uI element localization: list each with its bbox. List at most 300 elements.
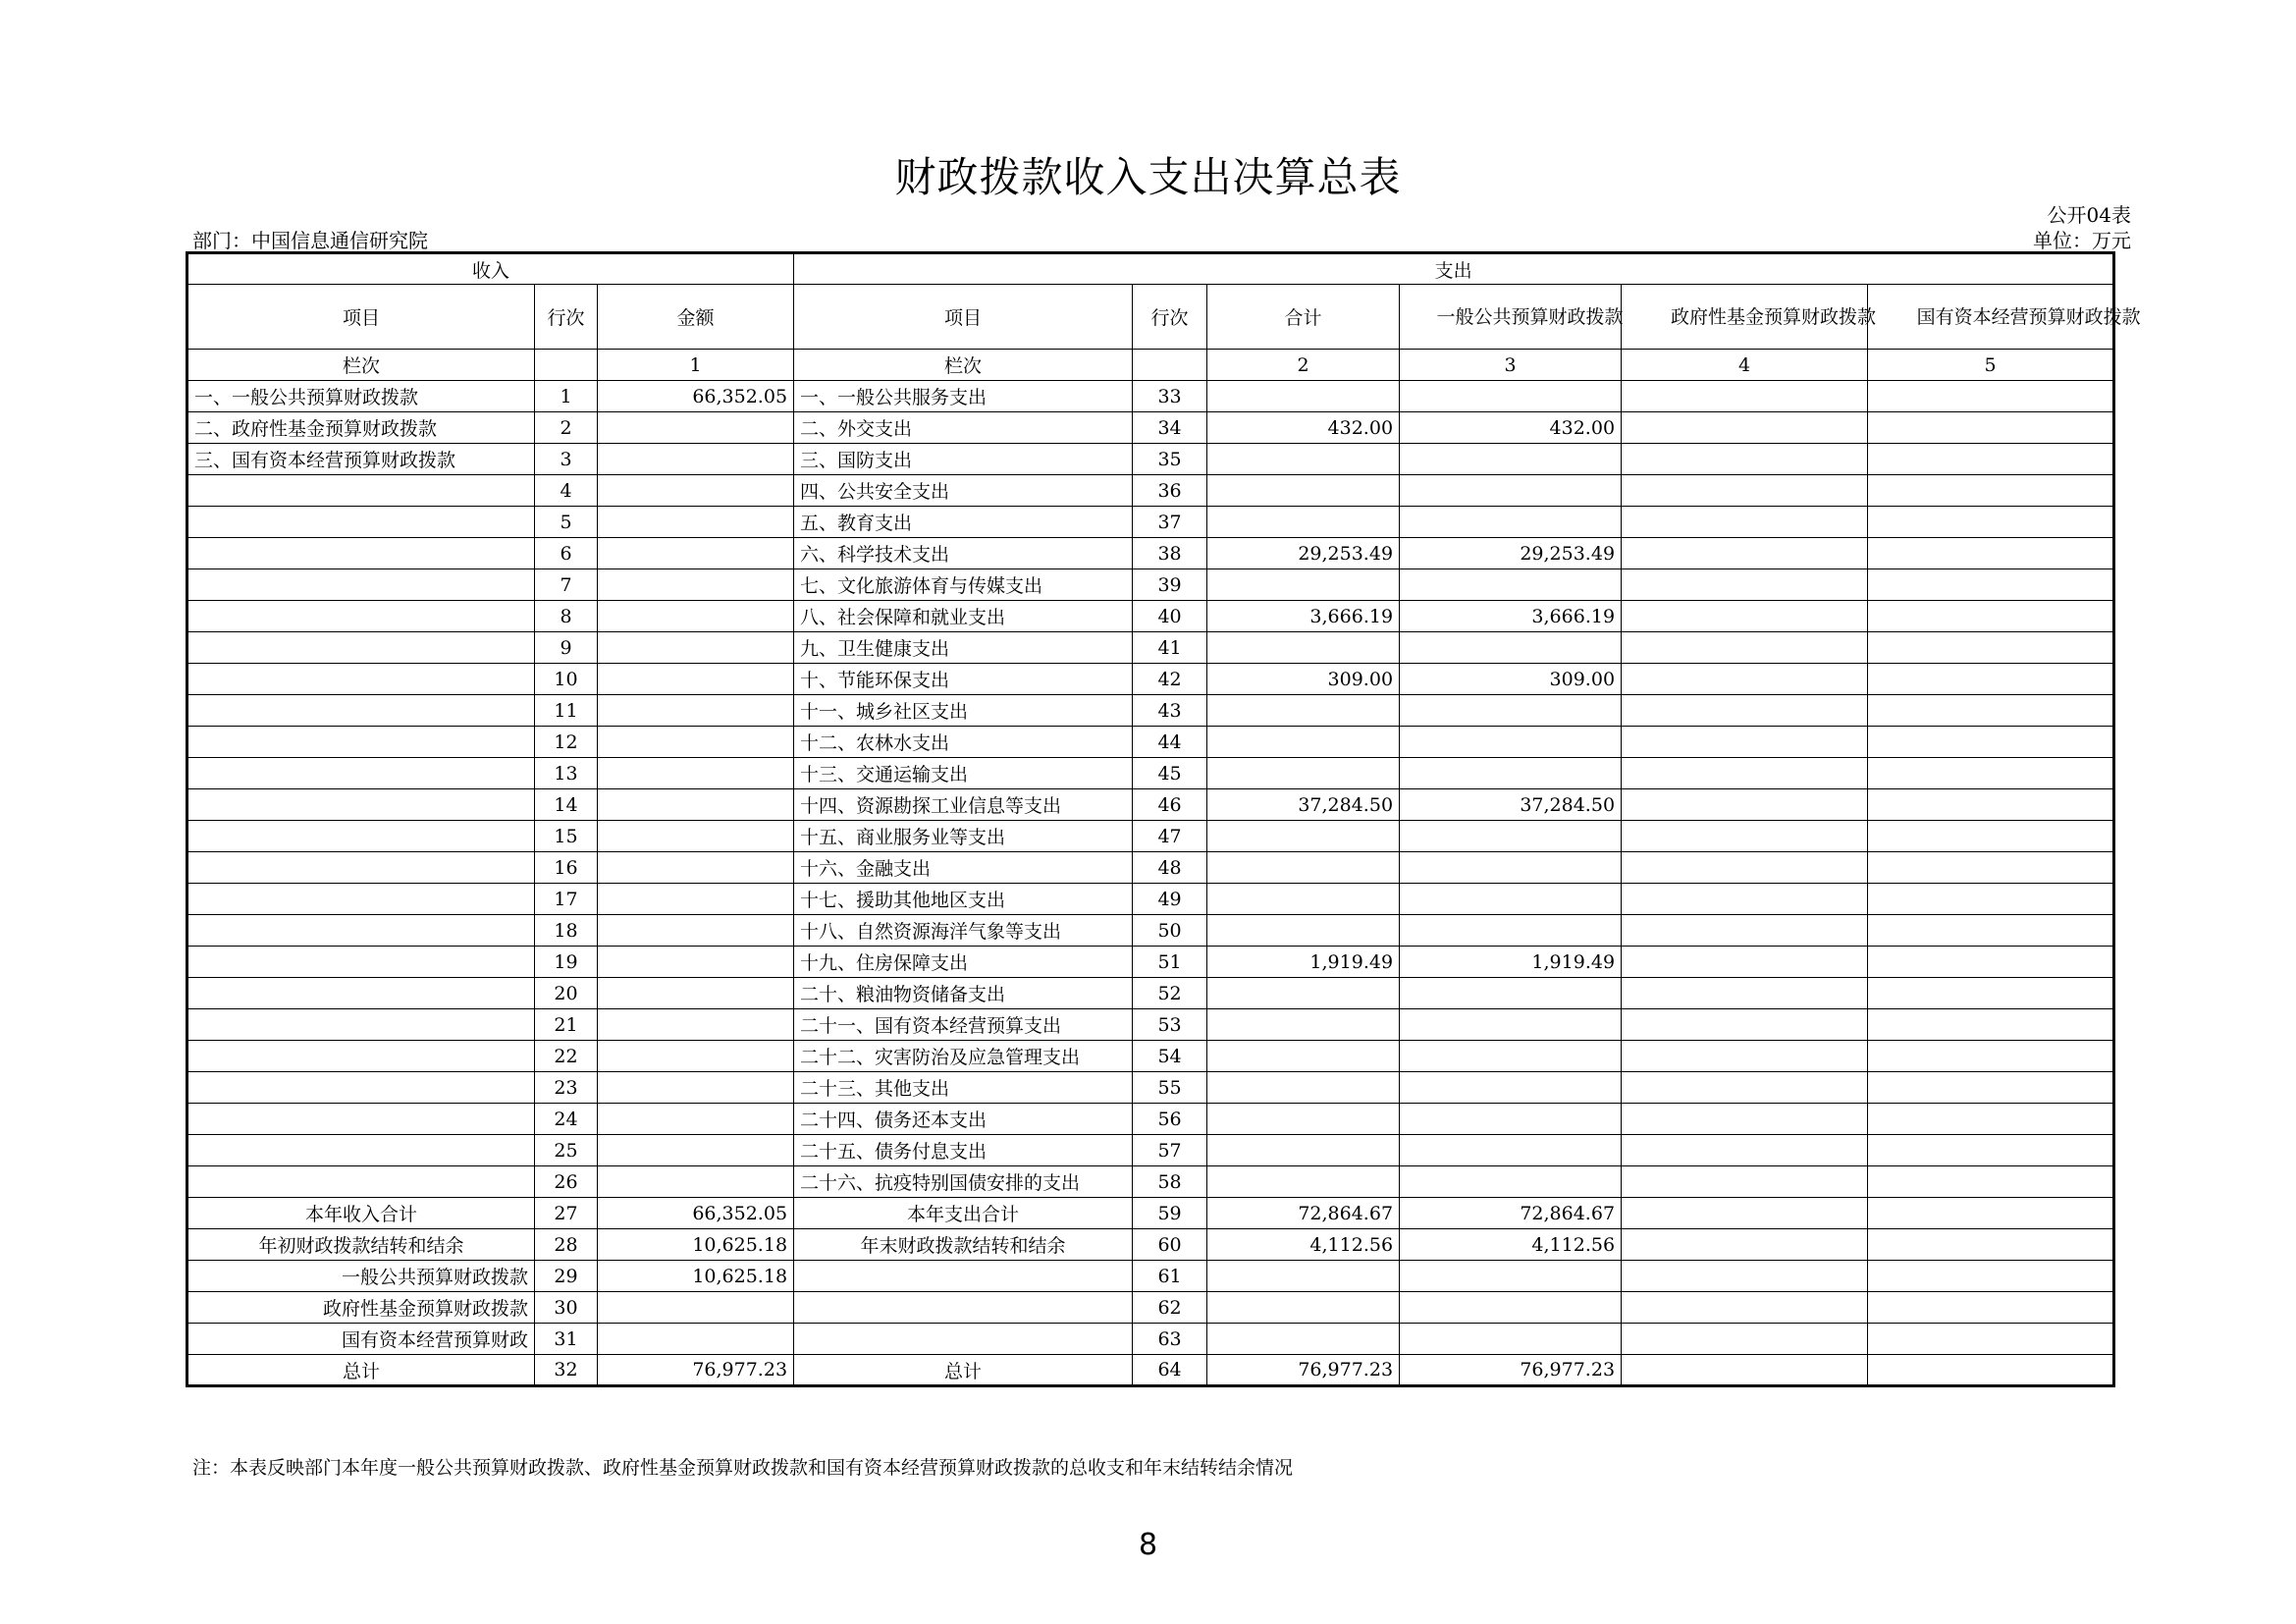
table-row [187, 1166, 2114, 1198]
expense-item-cell: 总计 [794, 1355, 1133, 1386]
state-capital-cell [1868, 727, 2114, 758]
expense-item-cell [794, 1261, 1133, 1292]
income-line-cell: 18 [535, 915, 598, 947]
general-budget-cell: 72,864.67 [1400, 1198, 1622, 1229]
expense-line-cell: 54 [1133, 1041, 1207, 1072]
income-amount-cell [598, 1324, 794, 1355]
gov-fund-cell [1622, 1261, 1868, 1292]
total-cell [1207, 1009, 1400, 1041]
state-capital-cell [1868, 664, 2114, 695]
budget-table [186, 251, 2141, 1387]
expense-item-cell: 十六、金融支出 [794, 852, 1133, 884]
income-line-cell: 29 [535, 1261, 598, 1292]
expense-item-cell: 十五、商业服务业等支出 [794, 821, 1133, 852]
state-capital-cell [1868, 569, 2114, 601]
state-capital-cell [1868, 538, 2114, 569]
gov-fund-cell [1622, 569, 1868, 601]
state-capital-cell [1868, 1229, 2114, 1261]
income-line-cell: 25 [535, 1135, 598, 1166]
column-index-expense-label: 栏次 [794, 350, 1133, 381]
expense-item-cell: 十四、资源勘探工业信息等支出 [794, 789, 1133, 821]
expense-line-cell: 58 [1133, 1166, 1207, 1198]
table-row [187, 947, 2114, 978]
gov-fund-cell [1622, 664, 1868, 695]
gov-fund-cell [1622, 1198, 1868, 1229]
state-capital-cell [1868, 1009, 2114, 1041]
expense-item-header: 项目 [794, 285, 1133, 350]
gov-fund-cell [1622, 1072, 1868, 1104]
expense-item-cell: 十二、农林水支出 [794, 727, 1133, 758]
total-cell [1207, 1072, 1400, 1104]
income-line-cell: 26 [535, 1166, 598, 1198]
table-row [187, 1261, 2114, 1292]
income-item-cell [187, 507, 535, 538]
general-budget-cell [1400, 1104, 1622, 1135]
general-budget-cell [1400, 1009, 1622, 1041]
expense-line-cell: 64 [1133, 1355, 1207, 1386]
expense-line-cell: 45 [1133, 758, 1207, 789]
expense-line-cell: 50 [1133, 915, 1207, 947]
income-line-cell: 13 [535, 758, 598, 789]
total-cell: 76,977.23 [1207, 1355, 1400, 1386]
state-capital-cell [1868, 1041, 2114, 1072]
table-row [187, 821, 2114, 852]
income-item-cell [187, 1135, 535, 1166]
expense-line-cell: 44 [1133, 727, 1207, 758]
expense-line-header: 行次 [1133, 285, 1207, 350]
state-capital-cell [1868, 1104, 2114, 1135]
gov-fund-cell [1622, 538, 1868, 569]
table-row [187, 601, 2114, 632]
income-line-cell: 15 [535, 821, 598, 852]
income-item-cell [187, 852, 535, 884]
state-capital-cell [1868, 1166, 2114, 1198]
income-item-cell: 年初财政拨款结转和结余 [187, 1229, 535, 1261]
income-line-cell: 10 [535, 664, 598, 695]
total-cell [1207, 1135, 1400, 1166]
column-index-gov-fund: 4 [1622, 350, 1868, 381]
expense-item-cell: 三、国防支出 [794, 444, 1133, 475]
income-amount-cell [598, 978, 794, 1009]
income-item-cell [187, 569, 535, 601]
gov-fund-cell [1622, 978, 1868, 1009]
gov-fund-cell [1622, 1041, 1868, 1072]
general-budget-header [1400, 285, 1622, 350]
gov-fund-cell [1622, 1229, 1868, 1261]
gov-fund-cell [1622, 507, 1868, 538]
general-budget-cell: 29,253.49 [1400, 538, 1622, 569]
expense-line-cell: 40 [1133, 601, 1207, 632]
column-index-state-capital: 5 [1868, 350, 2114, 381]
income-item-cell [187, 978, 535, 1009]
expense-item-cell: 七、文化旅游体育与传媒支出 [794, 569, 1133, 601]
gov-fund-cell [1622, 1166, 1868, 1198]
income-line-cell: 31 [535, 1324, 598, 1355]
general-budget-cell: 1,919.49 [1400, 947, 1622, 978]
income-item-cell: 政府性基金预算财政拨款 [187, 1292, 535, 1324]
total-cell [1207, 884, 1400, 915]
expense-item-cell: 二十三、其他支出 [794, 1072, 1133, 1104]
expense-line-cell: 37 [1133, 507, 1207, 538]
income-line-cell: 14 [535, 789, 598, 821]
general-budget-cell [1400, 821, 1622, 852]
general-budget-cell [1400, 758, 1622, 789]
gov-fund-cell [1622, 381, 1868, 412]
total-cell [1207, 915, 1400, 947]
expense-section-header: 支出 [794, 253, 2114, 285]
income-amount-cell: 66,352.05 [598, 1198, 794, 1229]
income-item-cell: 二、政府性基金预算财政拨款 [187, 412, 535, 444]
table-row [187, 1355, 2114, 1386]
income-item-cell [187, 884, 535, 915]
general-budget-cell: 432.00 [1400, 412, 1622, 444]
gov-fund-cell [1622, 947, 1868, 978]
state-capital-header-text: 国有资本经营预算财政拨款 [1916, 305, 2141, 328]
general-budget-cell [1400, 915, 1622, 947]
state-capital-cell [1868, 947, 2114, 978]
income-item-cell [187, 947, 535, 978]
general-budget-cell [1400, 695, 1622, 727]
income-amount-header: 金额 [598, 285, 794, 350]
state-capital-cell [1868, 978, 2114, 1009]
total-cell [1207, 1324, 1400, 1355]
general-budget-cell [1400, 1072, 1622, 1104]
expense-item-cell: 二十六、抗疫特别国债安排的支出 [794, 1166, 1133, 1198]
expense-line-cell: 38 [1133, 538, 1207, 569]
expense-line-cell: 60 [1133, 1229, 1207, 1261]
income-amount-cell [598, 1166, 794, 1198]
general-budget-cell [1400, 1166, 1622, 1198]
total-cell [1207, 695, 1400, 727]
general-budget-cell: 4,112.56 [1400, 1229, 1622, 1261]
income-line-header: 行次 [535, 285, 598, 350]
expense-item-cell: 十七、援助其他地区支出 [794, 884, 1133, 915]
table-row [187, 1229, 2114, 1261]
income-item-cell [187, 1041, 535, 1072]
expense-item-cell: 十三、交通运输支出 [794, 758, 1133, 789]
income-line-cell: 5 [535, 507, 598, 538]
income-item-cell: 一、一般公共预算财政拨款 [187, 381, 535, 412]
income-line-cell: 32 [535, 1355, 598, 1386]
expense-line-cell: 61 [1133, 1261, 1207, 1292]
column-index-amount: 1 [598, 350, 794, 381]
expense-line-cell: 48 [1133, 852, 1207, 884]
income-item-cell [187, 1072, 535, 1104]
total-cell [1207, 444, 1400, 475]
income-item-cell: 总计 [187, 1355, 535, 1386]
expense-item-cell: 五、教育支出 [794, 507, 1133, 538]
income-amount-cell [598, 852, 794, 884]
page-number: 8 [1138, 1528, 1158, 1562]
report-title: 财政拨款收入支出决算总表 [894, 153, 1402, 201]
total-cell: 37,284.50 [1207, 789, 1400, 821]
income-amount-cell [598, 507, 794, 538]
income-item-cell [187, 695, 535, 727]
expense-item-cell: 八、社会保障和就业支出 [794, 601, 1133, 632]
total-cell [1207, 569, 1400, 601]
income-item-cell [187, 632, 535, 664]
table-row [187, 632, 2114, 664]
income-amount-cell [598, 664, 794, 695]
gov-fund-cell [1622, 475, 1868, 507]
state-capital-cell [1868, 1198, 2114, 1229]
table-row [187, 664, 2114, 695]
income-item-cell: 一般公共预算财政拨款 [187, 1261, 535, 1292]
gov-fund-cell [1622, 915, 1868, 947]
income-item-cell [187, 601, 535, 632]
expense-item-cell: 十一、城乡社区支出 [794, 695, 1133, 727]
column-index-total: 2 [1207, 350, 1400, 381]
state-capital-cell [1868, 789, 2114, 821]
income-amount-cell: 76,977.23 [598, 1355, 794, 1386]
general-budget-cell [1400, 569, 1622, 601]
income-line-cell: 30 [535, 1292, 598, 1324]
expense-line-cell: 53 [1133, 1009, 1207, 1041]
general-budget-cell [1400, 884, 1622, 915]
expense-item-cell: 二十五、债务付息支出 [794, 1135, 1133, 1166]
general-budget-cell [1400, 1324, 1622, 1355]
income-amount-cell [598, 1104, 794, 1135]
total-cell: 1,919.49 [1207, 947, 1400, 978]
state-capital-cell [1868, 695, 2114, 727]
state-capital-cell [1868, 852, 2114, 884]
table-row [187, 695, 2114, 727]
table-row [187, 381, 2114, 412]
total-cell [1207, 727, 1400, 758]
income-item-cell: 国有资本经营预算财政 [187, 1324, 535, 1355]
table-row [187, 978, 2114, 1009]
total-cell [1207, 632, 1400, 664]
total-cell: 309.00 [1207, 664, 1400, 695]
footnote: 注：本表反映部门本年度一般公共预算财政拨款、政府性基金预算财政拨款和国有资本经营预算财政拨款的总收支和年末结转结余情况 [192, 1457, 1294, 1479]
gov-fund-cell [1622, 789, 1868, 821]
gov-fund-cell [1622, 695, 1868, 727]
general-budget-cell [1400, 475, 1622, 507]
table-row [187, 1072, 2114, 1104]
income-line-cell: 27 [535, 1198, 598, 1229]
general-budget-header-text: 一般公共预算财政拨款 [1436, 305, 1624, 328]
income-line-cell: 6 [535, 538, 598, 569]
general-budget-cell [1400, 1292, 1622, 1324]
gov-fund-cell [1622, 1104, 1868, 1135]
general-budget-cell [1400, 632, 1622, 664]
income-line-cell: 23 [535, 1072, 598, 1104]
income-amount-cell [598, 632, 794, 664]
table-row [187, 569, 2114, 601]
income-amount-cell: 10,625.18 [598, 1261, 794, 1292]
state-capital-cell [1868, 601, 2114, 632]
table-row [187, 412, 2114, 444]
income-item-cell [187, 538, 535, 569]
column-header-row [187, 285, 2114, 350]
general-budget-cell [1400, 507, 1622, 538]
expense-item-cell: 九、卫生健康支出 [794, 632, 1133, 664]
expense-item-cell [794, 1292, 1133, 1324]
income-line-cell: 12 [535, 727, 598, 758]
gov-fund-header [1622, 285, 1877, 350]
income-item-cell: 本年收入合计 [187, 1198, 535, 1229]
department-label: 部门：中国信息通信研究院 [192, 229, 428, 252]
income-item-cell [187, 821, 535, 852]
expense-line-cell: 55 [1133, 1072, 1207, 1104]
total-cell [1207, 852, 1400, 884]
gov-fund-cell [1622, 601, 1868, 632]
general-budget-cell: 76,977.23 [1400, 1355, 1622, 1386]
general-budget-cell: 37,284.50 [1400, 789, 1622, 821]
income-amount-cell [598, 1041, 794, 1072]
gov-fund-cell [1622, 632, 1868, 664]
income-line-cell: 3 [535, 444, 598, 475]
gov-fund-cell [1622, 852, 1868, 884]
table-row [187, 444, 2114, 475]
table-row [187, 758, 2114, 789]
state-capital-cell [1868, 1135, 2114, 1166]
income-amount-cell: 10,625.18 [598, 1229, 794, 1261]
state-capital-cell [1868, 632, 2114, 664]
expense-line-cell: 51 [1133, 947, 1207, 978]
table-row [187, 1198, 2114, 1229]
table-row [187, 852, 2114, 884]
total-cell [1207, 1104, 1400, 1135]
general-budget-cell [1400, 1261, 1622, 1292]
income-line-cell: 20 [535, 978, 598, 1009]
income-amount-cell [598, 1009, 794, 1041]
expense-line-cell: 47 [1133, 821, 1207, 852]
expense-line-cell: 59 [1133, 1198, 1207, 1229]
income-line-cell: 22 [535, 1041, 598, 1072]
gov-fund-cell [1622, 727, 1868, 758]
gov-fund-cell [1622, 1324, 1868, 1355]
income-item-cell: 三、国有资本经营预算财政拨款 [187, 444, 535, 475]
expense-line-cell: 62 [1133, 1292, 1207, 1324]
income-item-cell [187, 475, 535, 507]
total-cell [1207, 1261, 1400, 1292]
gov-fund-cell [1622, 444, 1868, 475]
income-amount-cell [598, 1072, 794, 1104]
column-index-blank-2 [1133, 350, 1207, 381]
table-row [187, 884, 2114, 915]
state-capital-cell [1868, 1292, 2114, 1324]
expense-line-cell: 42 [1133, 664, 1207, 695]
income-line-cell: 8 [535, 601, 598, 632]
general-budget-cell [1400, 444, 1622, 475]
income-line-cell: 1 [535, 381, 598, 412]
state-capital-cell [1868, 758, 2114, 789]
income-amount-cell [598, 444, 794, 475]
state-capital-cell [1868, 1324, 2114, 1355]
expense-item-cell: 六、科学技术支出 [794, 538, 1133, 569]
income-line-cell: 21 [535, 1009, 598, 1041]
expense-line-cell: 46 [1133, 789, 1207, 821]
total-cell [1207, 475, 1400, 507]
unit-label: 单位：万元 [2033, 229, 2131, 252]
gov-fund-cell [1622, 821, 1868, 852]
gov-fund-cell [1622, 1009, 1868, 1041]
state-capital-cell [1868, 381, 2114, 412]
gov-fund-cell [1622, 1135, 1868, 1166]
general-budget-cell [1400, 1135, 1622, 1166]
total-header: 合计 [1207, 285, 1400, 350]
expense-line-cell: 34 [1133, 412, 1207, 444]
expense-item-cell: 二十二、灾害防治及应急管理支出 [794, 1041, 1133, 1072]
expense-item-cell: 一、一般公共服务支出 [794, 381, 1133, 412]
income-line-cell: 28 [535, 1229, 598, 1261]
income-amount-cell [598, 947, 794, 978]
income-amount-cell [598, 915, 794, 947]
total-cell [1207, 821, 1400, 852]
income-item-cell [187, 1166, 535, 1198]
income-line-cell: 17 [535, 884, 598, 915]
income-item-cell [187, 1104, 535, 1135]
total-cell [1207, 978, 1400, 1009]
state-capital-header [1868, 285, 2141, 350]
income-line-cell: 2 [535, 412, 598, 444]
general-budget-cell [1400, 727, 1622, 758]
column-index-general: 3 [1400, 350, 1622, 381]
income-item-cell [187, 664, 535, 695]
gov-fund-cell [1622, 412, 1868, 444]
table-row [187, 1135, 2114, 1166]
column-index-row [187, 350, 2114, 381]
gov-fund-cell [1622, 884, 1868, 915]
expense-line-cell: 39 [1133, 569, 1207, 601]
income-item-cell [187, 758, 535, 789]
income-item-cell [187, 1009, 535, 1041]
income-item-header: 项目 [187, 285, 535, 350]
state-capital-cell [1868, 1355, 2114, 1386]
income-line-cell: 24 [535, 1104, 598, 1135]
state-capital-cell [1868, 507, 2114, 538]
state-capital-cell [1868, 444, 2114, 475]
income-amount-cell [598, 884, 794, 915]
column-index-label: 栏次 [187, 350, 535, 381]
gov-fund-cell [1622, 1292, 1868, 1324]
income-amount-cell [598, 789, 794, 821]
income-line-cell: 11 [535, 695, 598, 727]
expense-item-cell: 四、公共安全支出 [794, 475, 1133, 507]
section-header-row [187, 253, 2114, 285]
expense-line-cell: 41 [1133, 632, 1207, 664]
table-row [187, 915, 2114, 947]
expense-item-cell: 二、外交支出 [794, 412, 1133, 444]
state-capital-cell [1868, 412, 2114, 444]
expense-line-cell: 33 [1133, 381, 1207, 412]
income-amount-cell [598, 758, 794, 789]
state-capital-cell [1868, 1072, 2114, 1104]
income-line-cell: 9 [535, 632, 598, 664]
table-row [187, 1292, 2114, 1324]
general-budget-cell [1400, 852, 1622, 884]
income-section-header: 收入 [187, 253, 794, 285]
income-amount-cell [598, 695, 794, 727]
total-cell: 72,864.67 [1207, 1198, 1400, 1229]
total-cell [1207, 507, 1400, 538]
expense-item-cell: 二十四、债务还本支出 [794, 1104, 1133, 1135]
expense-item-cell: 二十一、国有资本经营预算支出 [794, 1009, 1133, 1041]
income-item-cell [187, 789, 535, 821]
total-cell [1207, 1041, 1400, 1072]
table-row [187, 1104, 2114, 1135]
gov-fund-cell [1622, 758, 1868, 789]
total-cell [1207, 1166, 1400, 1198]
income-item-cell [187, 915, 535, 947]
table-row [187, 507, 2114, 538]
income-amount-cell [598, 601, 794, 632]
income-line-cell: 19 [535, 947, 598, 978]
total-cell [1207, 381, 1400, 412]
income-line-cell: 7 [535, 569, 598, 601]
table-row [187, 727, 2114, 758]
